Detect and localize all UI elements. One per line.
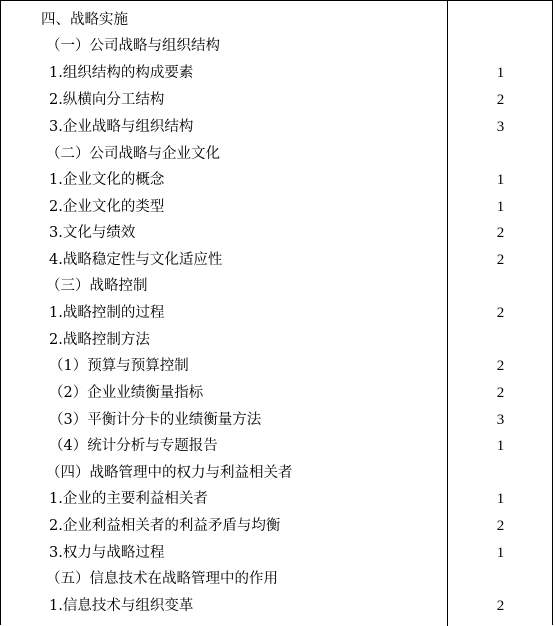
table-row <box>1 566 554 592</box>
table-row <box>1 60 554 86</box>
table-row <box>1 327 554 353</box>
table-row <box>1 87 554 113</box>
topic-text: 2.战略控制方法 <box>49 332 150 348</box>
topic-text: 2.企业利益相关者的利益矛盾与均衡 <box>49 518 281 534</box>
level-value: 1 <box>496 172 505 188</box>
table-row <box>1 486 554 512</box>
subsection-heading: （三）战略控制 <box>46 278 148 294</box>
level-value <box>447 460 554 486</box>
level-value: 2 <box>496 358 505 374</box>
topic-text: 1.企业文化的概念 <box>49 172 165 188</box>
level-value: 1 <box>496 491 505 507</box>
topic-text: 4.战略稳定性与文化适应性 <box>49 252 223 268</box>
level-value: 1 <box>496 65 505 81</box>
section-heading: 四、战略实施 <box>41 12 128 28</box>
topic-text: 2.纵横向分工结构 <box>49 92 165 108</box>
topic-text: 1.组织结构的构成要素 <box>49 65 194 81</box>
level-value: 2 <box>496 252 505 268</box>
level-value <box>447 566 554 592</box>
table-row <box>1 407 554 433</box>
subsection-heading: （二）公司战略与企业文化 <box>46 146 220 162</box>
subsection-heading: （一）公司战略与组织结构 <box>46 38 220 54</box>
level-value <box>447 33 554 59</box>
table-row <box>1 380 554 406</box>
table-row <box>1 460 554 486</box>
topic-text: （2）企业业绩衡量指标 <box>49 385 204 401</box>
level-value: 2 <box>496 598 505 614</box>
level-value: 2 <box>496 385 505 401</box>
topic-text: （3）平衡计分卡的业绩衡量方法 <box>49 412 262 428</box>
level-value: 3 <box>496 119 505 135</box>
table-row <box>1 220 554 246</box>
level-value: 2 <box>496 305 505 321</box>
table-row <box>1 593 554 619</box>
table-row <box>1 114 554 140</box>
table-row <box>1 194 554 220</box>
table-row <box>1 540 554 566</box>
level-value: 1 <box>496 545 505 561</box>
table-row <box>1 300 554 326</box>
table-row <box>1 273 554 299</box>
subsection-heading: （四）战略管理中的权力与利益相关者 <box>46 465 293 481</box>
topic-text: 3.文化与绩效 <box>49 225 136 241</box>
table-row <box>1 353 554 379</box>
topic-text: 2.企业文化的类型 <box>49 199 165 215</box>
level-value: 1 <box>496 438 505 454</box>
topic-text: 3.权力与战略过程 <box>49 545 165 561</box>
table-row <box>1 167 554 193</box>
level-value: 3 <box>496 412 505 428</box>
topic-text: 3.企业战略与组织结构 <box>49 119 194 135</box>
topic-text: 1.信息技术与组织变革 <box>49 598 194 614</box>
subsection-heading: （五）信息技术在战略管理中的作用 <box>46 571 278 587</box>
table-row <box>1 433 554 459</box>
table-row <box>1 513 554 539</box>
level-value <box>447 7 554 33</box>
topic-text: （1）预算与预算控制 <box>49 358 189 374</box>
level-value <box>447 327 554 353</box>
level-value: 2 <box>496 518 505 534</box>
table-row <box>1 7 554 33</box>
table-row <box>1 33 554 59</box>
level-value: 2 <box>496 225 505 241</box>
table-row <box>1 141 554 167</box>
topic-text: 1.战略控制的过程 <box>49 305 165 321</box>
topic-text: （4）统计分析与专题报告 <box>49 438 218 454</box>
level-value <box>447 141 554 167</box>
level-value <box>447 273 554 299</box>
level-value: 1 <box>496 199 505 215</box>
level-value: 2 <box>496 92 505 108</box>
table-row <box>1 247 554 273</box>
topic-text: 1.企业的主要利益相关者 <box>49 491 208 507</box>
